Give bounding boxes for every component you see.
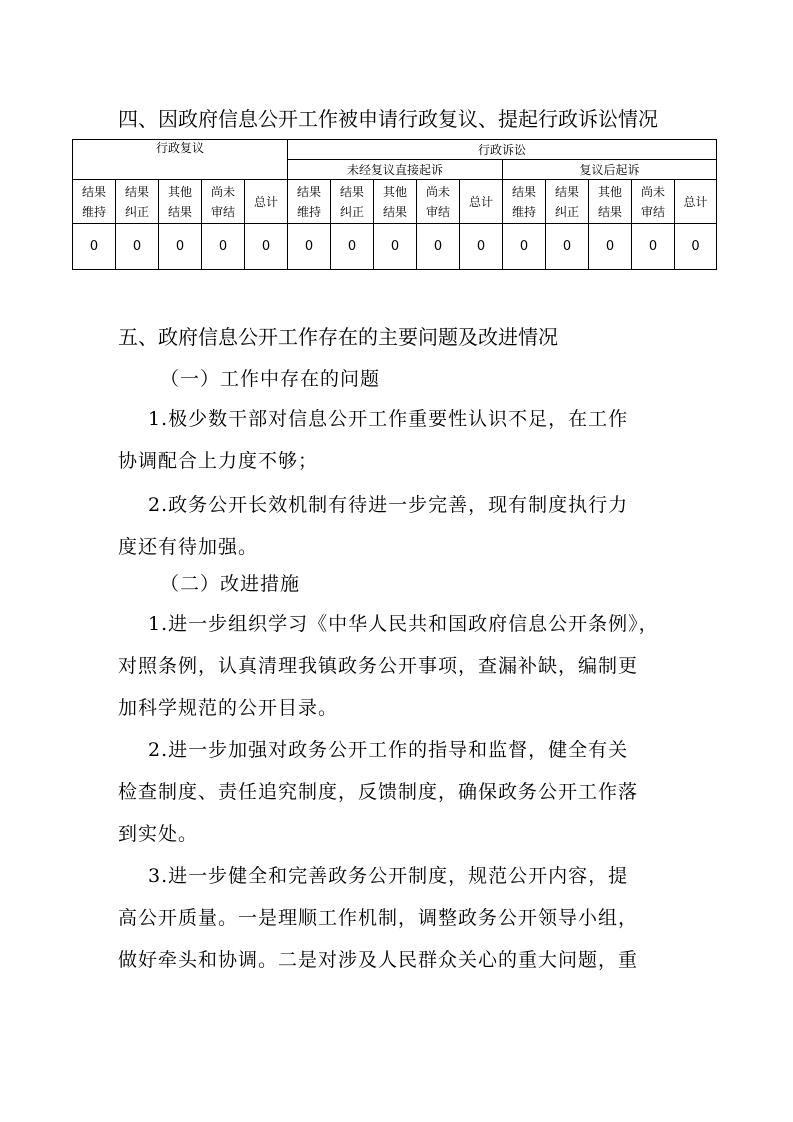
subheading-measures: （二）改进措施 xyxy=(160,573,301,595)
column-header-text: 总计 xyxy=(468,194,493,209)
column-header-text: 其他 xyxy=(167,184,192,199)
column-header-text: 审结 xyxy=(425,204,450,219)
category-row xyxy=(73,180,717,224)
column-header xyxy=(632,180,675,224)
column-header xyxy=(589,180,632,224)
column-header xyxy=(331,180,374,224)
problem-paragraph-2 xyxy=(118,484,678,568)
admin-litigation-header: 行政诉讼 xyxy=(288,140,717,160)
text-line: 到实处。 xyxy=(118,823,199,845)
value-cell: 0 xyxy=(417,224,460,270)
column-header xyxy=(417,180,460,224)
column-header-text: 维持 xyxy=(81,204,106,219)
column-header-text: 维持 xyxy=(511,204,536,219)
post-review-litigation-header: 复议后起诉 xyxy=(503,160,717,180)
value-cell: 0 xyxy=(460,224,503,270)
column-header xyxy=(546,180,589,224)
text-line: 加科学规范的公开目录。 xyxy=(118,697,339,719)
problem-paragraph-1 xyxy=(118,398,678,482)
value-cell: 0 xyxy=(331,224,374,270)
column-header-text: 审结 xyxy=(640,204,665,219)
value-cell: 0 xyxy=(589,224,632,270)
text-line: 对照条例，认真清理我镇政务公开事项，查漏补缺，编制更 xyxy=(118,655,639,677)
subheading-problems: （一）工作中存在的问题 xyxy=(160,368,381,390)
measure-paragraph-2 xyxy=(118,729,678,855)
text-line: 1.极少数干部对信息公开工作重要性认识不足，在工作 xyxy=(148,408,629,430)
column-header-text: 总计 xyxy=(253,194,278,209)
column-header xyxy=(202,180,245,224)
text-line: 协调配合上力度不够； xyxy=(118,450,319,472)
value-cell: 0 xyxy=(245,224,288,270)
text-line: 2.政务公开长效机制有待进一步完善，现有制度执行力 xyxy=(148,494,629,516)
column-header xyxy=(73,180,116,224)
text-line: 度还有待加强。 xyxy=(118,536,259,558)
column-header-text: 结果 xyxy=(511,184,536,199)
column-header-text: 其他 xyxy=(597,184,622,199)
value-cell: 0 xyxy=(73,224,116,270)
review-litigation-table xyxy=(72,139,717,270)
value-cell: 0 xyxy=(546,224,589,270)
column-header-text: 结果 xyxy=(167,204,192,219)
column-header xyxy=(288,180,331,224)
text-line: 3.进一步健全和完善政务公开制度，规范公开内容，提 xyxy=(148,865,629,887)
section-5-heading: 五、政府信息公开工作存在的主要问题及改进情况 xyxy=(118,325,558,349)
column-header-text: 结果 xyxy=(339,184,364,199)
section-4-heading: 四、因政府信息公开工作被申请行政复议、提起行政诉讼情况 xyxy=(118,107,658,131)
column-header xyxy=(460,180,503,224)
column-header xyxy=(116,180,159,224)
value-cell: 0 xyxy=(116,224,159,270)
column-header-text: 结果 xyxy=(124,184,149,199)
text-line: 做好牵头和协调。二是对涉及人民群众关心的重大问题，重 xyxy=(118,949,639,971)
column-header xyxy=(503,180,546,224)
column-header-text: 结果 xyxy=(554,184,579,199)
value-cell: 0 xyxy=(202,224,245,270)
value-cell: 0 xyxy=(288,224,331,270)
column-header-text: 结果 xyxy=(597,204,622,219)
text-line: 2.进一步加强对政务公开工作的指导和监督，健全有关 xyxy=(148,739,629,761)
column-header-text: 尚未 xyxy=(640,184,665,199)
text-line: 1.进一步组织学习《中华人民共和国政府信息公开条例》， xyxy=(148,613,659,635)
column-header-text: 审结 xyxy=(210,204,235,219)
column-header-text: 其他 xyxy=(382,184,407,199)
column-header xyxy=(159,180,202,224)
column-header xyxy=(245,180,288,224)
admin-review-header: 行政复议 xyxy=(73,140,288,180)
column-header-text: 结果 xyxy=(296,184,321,199)
column-header xyxy=(675,180,717,224)
column-header-text: 总计 xyxy=(683,194,708,209)
text-line: 检查制度、责任追究制度，反馈制度，确保政务公开工作落 xyxy=(118,781,639,803)
direct-litigation-header: 未经复议直接起诉 xyxy=(288,160,503,180)
value-cell: 0 xyxy=(675,224,717,270)
value-cell: 0 xyxy=(159,224,202,270)
column-header xyxy=(374,180,417,224)
column-header-text: 纠正 xyxy=(554,204,579,219)
column-header-text: 尚未 xyxy=(425,184,450,199)
column-header-text: 纠正 xyxy=(339,204,364,219)
value-row xyxy=(73,224,717,270)
measure-paragraph-3 xyxy=(118,855,678,981)
column-header-text: 维持 xyxy=(296,204,321,219)
column-header-text: 尚未 xyxy=(210,184,235,199)
value-cell: 0 xyxy=(632,224,675,270)
value-cell: 0 xyxy=(374,224,417,270)
column-header-text: 纠正 xyxy=(124,204,149,219)
measure-paragraph-1 xyxy=(118,603,678,729)
column-header-text: 结果 xyxy=(81,184,106,199)
value-cell: 0 xyxy=(503,224,546,270)
text-line: 高公开质量。一是理顺工作机制，调整政务公开领导小组， xyxy=(118,907,639,929)
column-header-text: 结果 xyxy=(382,204,407,219)
